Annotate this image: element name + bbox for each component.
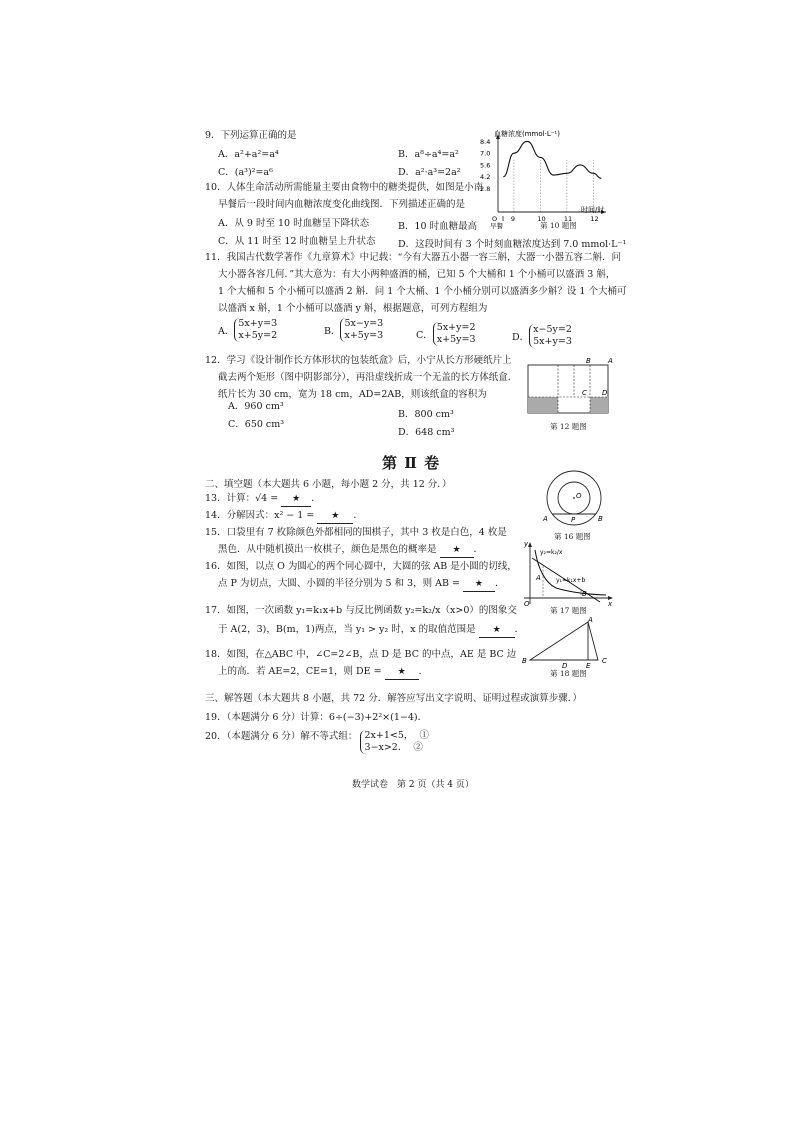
x-tick-label: 11 — [563, 215, 573, 223]
part2-title: 第 Ⅱ 卷 — [382, 454, 441, 472]
q10-stem-line2: 早餐后一段时间内血糖浓度变化曲线图．下列描述正确的是 — [218, 199, 466, 210]
x-tick-label: 12 — [590, 215, 599, 223]
equation-row: x+5y=2 — [238, 330, 278, 341]
y-tick-label: 5.6 — [480, 161, 491, 170]
label-b: B — [582, 590, 587, 598]
label-b: B — [522, 657, 527, 665]
fig12-caption: 第 12 题图 — [550, 422, 587, 431]
q11-line1: 11．我国古代数学著作《九章算术》中记载：“今有大器五小器一容三斛，大器一小器五容二斛．问 — [205, 252, 621, 263]
concentric-circles-figure — [532, 470, 616, 532]
cut-area-left — [528, 397, 558, 413]
equation-row: 5x−y=3 — [344, 318, 384, 329]
q14: 14．分解因式：x² − 1 = ★ ． — [205, 509, 363, 524]
hyperbola-curve — [535, 550, 606, 595]
section3-heading: 三、解答题（本大题共 8 小题，共 72 分．解答应写出文字说明、证明过程或演算步骤．） — [205, 693, 582, 704]
x-tick-label: 10 — [537, 215, 546, 223]
q18-line2-text: 上的高．若 AE=2，CE=1，则 DE = — [218, 666, 382, 677]
equation-row: x+5y=3 — [344, 330, 384, 341]
marker-1: ① — [419, 730, 429, 741]
label-a: A — [608, 357, 613, 365]
q12-option-d: D．648 cm³ — [398, 427, 455, 438]
y-axis-label: 血糖浓度(mmol·L⁻¹) — [494, 130, 560, 138]
fig16-caption: 第 16 题图 — [554, 532, 591, 541]
q16-line2-text: 点 P 为切点，大圆、小圆的半径分别为 5 和 3，则 AB = — [218, 578, 460, 589]
q12-option-a: A．960 cm³ — [228, 401, 284, 412]
q14-text: 14．分解因式：x² − 1 = — [205, 510, 315, 521]
q12-option-c: C．650 cm³ — [228, 419, 285, 430]
fig18-caption: 第 18 题图 — [550, 669, 587, 678]
page-footer: 数学试卷 第 2 页（共 4 页） — [352, 780, 474, 790]
center-point — [573, 497, 575, 499]
label-p: P — [571, 516, 576, 524]
q11-line4: 以盛酒 x 斛，1 个小桶可以盛酒 y 斛，根据题意，可列方程组为 — [218, 303, 488, 314]
blood-sugar-curve — [503, 141, 601, 178]
q9-option-d: D．a²·a³=2a² — [398, 167, 461, 178]
y2-label: y₂=k₂/x — [540, 549, 563, 556]
q17-line2-text: 于 A(2，3)，B(m，1)两点，当 y₁ > y₂ 时，x 的取值范围是 — [218, 624, 476, 635]
q10-option-c: C．从 11 时至 12 时血糖呈上升状态 — [218, 236, 376, 247]
answer-blank[interactable]: ★ — [479, 623, 515, 638]
q12-line2: 截去两个矩形（图中阴影部分），再沿虚线折成一个无盖的长方体纸盒． — [218, 372, 518, 383]
x-axis-label: 时间/时 — [581, 206, 605, 214]
equation-row: x+5y=3 — [436, 334, 476, 345]
q19: 19．（本题满分 6 分）计算：6÷(−3)+2²×(1−4)． — [205, 712, 428, 723]
q12-line3: 纸片长为 30 cm，宽为 18 cm，AD=2AB，则该纸盒的容积为 — [218, 389, 487, 400]
inequality-row-2: 3−x>2． — [364, 742, 408, 753]
label-c: C — [602, 657, 607, 665]
label-d: D — [562, 662, 568, 670]
x-tick-label: 9 — [510, 215, 516, 223]
cut-area-right — [590, 397, 608, 413]
inequality-row-1: 2x+1<5， — [364, 730, 414, 741]
q15-line2-text: 黑色．从中随机摸出一枚棋子，颜色是黑色的概率是 — [218, 544, 437, 555]
answer-blank[interactable]: ★ — [281, 492, 311, 507]
q16-line2: 点 P 为切点，大圆、小圆的半径分别为 5 和 3，则 AB = ★ ． — [218, 577, 504, 592]
label-y: y — [524, 540, 529, 548]
q11-option-a — [218, 318, 277, 342]
label-d: D — [602, 389, 608, 397]
fig10-caption: 第 10 题图 — [540, 221, 577, 230]
blood-sugar-chart — [476, 128, 612, 230]
label-c: C — [582, 389, 587, 397]
y-tick-label: 4.2 — [480, 173, 491, 182]
y-tick-label: 8.4 — [480, 137, 491, 146]
option-letter: B． — [324, 326, 341, 337]
answer-blank[interactable]: ★ — [440, 543, 474, 558]
breakfast-label: 早餐 — [490, 222, 503, 230]
q17-line2: 于 A(2，3)，B(m，1)两点，当 y₁ > y₂ 时，x 的取值范围是 ★ ． — [218, 623, 524, 638]
q11-line3: 1 个大桶和 5 个小桶可以盛酒 2 斛．问 1 个大桶、1 个小桶分别可以盛酒多少斛？设 1 个大桶可 — [218, 286, 627, 297]
equation-row: 5x+y=3 — [238, 318, 278, 329]
y-tick-label: 7.0 — [480, 149, 491, 158]
option-letter: A． — [218, 326, 235, 337]
guide-lines — [514, 160, 594, 212]
q9-option-a: A．a²+a²=a⁴ — [218, 149, 279, 160]
q18-line2: 上的高．若 AE=2，CE=1，则 DE = ★ ． — [218, 665, 428, 680]
function-graph-figure — [516, 540, 616, 606]
q13: 13．计算：√4 = ★ ． — [205, 492, 321, 507]
q10-option-a: A．从 9 时至 10 时血糖呈下降状态 — [218, 218, 370, 229]
q11-option-b — [324, 318, 383, 342]
answer-blank[interactable]: ★ — [317, 509, 353, 524]
q11-line2: 大小器各容几何．”其大意为：有大小两种盛酒的桶，已知 5 个大桶和 1 个小桶可以盛酒 3 斛， — [218, 269, 616, 280]
equation-row: 5x+y=3 — [533, 336, 572, 347]
label-e: E — [586, 662, 591, 670]
q9-stem: 9．下列运算正确的是 — [205, 130, 297, 141]
q12-line1: 12．学习《设计制作长方体形状的包装纸盒》后，小宁从长方形硬纸片上 — [205, 355, 512, 366]
y1-label: y₁=k₁x+b — [556, 577, 586, 584]
q15-line1: 15．口袋里有 7 枚除颜色外都相同的围棋子，其中 3 枚是白色，4 枚是 — [205, 527, 507, 538]
marker-2: ② — [413, 742, 423, 753]
q9-option-b: B．a⁸÷a⁴=a² — [398, 149, 459, 160]
option-letter: C． — [416, 330, 433, 341]
y-axis-arrow — [528, 542, 532, 547]
y-tick-label: 2.8 — [480, 184, 491, 193]
equation-row: x−5y=2 — [533, 324, 572, 335]
q13-text: 13．计算：√4 = — [205, 493, 279, 504]
q10-option-b: B．10 时血糖最高 — [398, 221, 478, 232]
label-b: B — [598, 515, 603, 523]
q10-option-d: D．这段时间有 3 个时刻血糖浓度达到 7.0 mmol·L⁻¹ — [398, 239, 627, 250]
q11-option-c — [416, 322, 476, 346]
label-o: O — [524, 600, 530, 606]
label-a: A — [536, 574, 541, 582]
q10-stem-line1: 10．人体生命活动所需能量主要由食物中的糖类提供，如图是小南 — [205, 182, 484, 193]
q16-line1: 16．如图，以点 O 为圆心的两个同心圆中，大圆的弦 AB 是小圆的切线， — [205, 561, 517, 572]
label-a: A — [543, 515, 548, 523]
answer-blank[interactable]: ★ — [463, 577, 495, 592]
y-tick-labels — [480, 138, 490, 193]
equation-row: 5x+y=2 — [436, 322, 476, 333]
paper-box-figure — [522, 357, 614, 419]
q11-option-d — [512, 324, 572, 348]
answer-blank[interactable]: ★ — [385, 665, 419, 680]
fig17-caption: 第 17 题图 — [550, 606, 587, 615]
x-tick-label: O — [492, 215, 498, 223]
q15-line2: 黑色．从中随机摸出一枚棋子，颜色是黑色的概率是 ★ ． — [218, 543, 483, 558]
q18-line1: 18．如图，在△ABC 中，∠C=2∠B，点 D 是 BC 的中点，AE 是 BC 边 — [205, 649, 517, 660]
triangle-figure — [518, 616, 614, 670]
section2-heading: 二、填空题（本大题共 6 小题，每小题 2 分，共 12 分．） — [205, 479, 452, 490]
option-letter: D． — [512, 332, 530, 343]
q12-option-b: B．800 cm³ — [398, 409, 454, 420]
q20 — [205, 730, 429, 754]
q20-stem: 20．（本题满分 6 分）解不等式组： — [205, 731, 358, 742]
label-o: O — [576, 492, 582, 500]
q17-line1: 17．如图，一次函数 y₁=k₁x+b 与反比例函数 y₂=k₂/x（x>0）的图象交 — [205, 605, 517, 616]
label-a: A — [588, 616, 593, 624]
label-x: x — [608, 600, 613, 606]
label-b: B — [586, 357, 591, 365]
q9-option-c: C．(a³)²=a⁶ — [218, 167, 273, 178]
